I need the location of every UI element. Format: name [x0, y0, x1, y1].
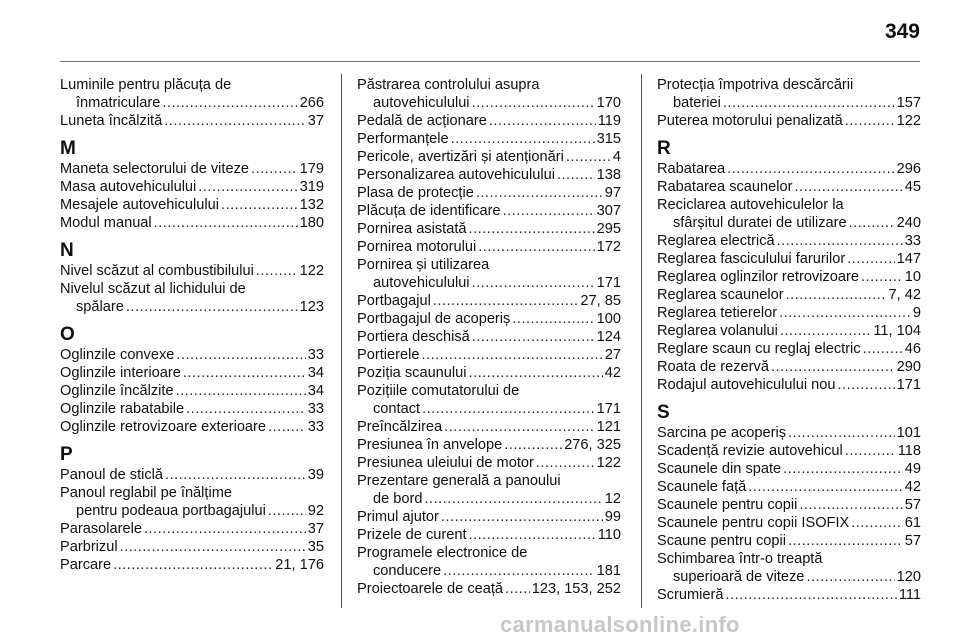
index-entry: Pozițiile comutatorului de — [357, 383, 520, 399]
index-entry: sfârșitul duratei de utilizare ..... 240 — [657, 214, 921, 232]
index-entry: bateriei ..... 157 — [657, 94, 921, 112]
index-column-3 — [657, 76, 921, 604]
index-entry: Reglarea tetierelor ..... 9 — [657, 304, 921, 322]
index-entry: Roata de rezervă ..... 290 — [657, 358, 921, 376]
index-entry: Programele electronice de — [357, 545, 528, 561]
index-entry: Scaunele pentru copii ISOFIX ..... 61 — [657, 514, 921, 532]
index-entry: Oglinzile retrovizoare exterioare ..... 33 — [60, 418, 324, 436]
index-entry: Plasa de protecție ..... 97 — [357, 184, 621, 202]
section-letter-m: M — [60, 138, 76, 159]
column-divider-1 — [341, 74, 342, 608]
index-entry: Primul ajutor ..... 99 — [357, 508, 621, 526]
index-entry: Personalizarea autovehiculului ..... 138 — [357, 166, 621, 184]
section-letter-s: S — [657, 402, 670, 423]
index-entry: pentru podeaua portbagajului ..... 92 — [60, 502, 324, 520]
index-entry: Păstrarea controlului asupra — [357, 77, 540, 93]
index-entry: Scaunele pentru copii ..... 57 — [657, 496, 921, 514]
index-entry: Reglarea scaunelor ..... 7, 42 — [657, 286, 921, 304]
index-entry: Panoul de sticlă ..... 39 — [60, 466, 324, 484]
index-entry: Pornirea motorului ..... 172 — [357, 238, 621, 256]
index-entry: Pedală de acționare ..... 119 — [357, 112, 621, 130]
index-entry: Mesajele autovehiculului ..... 132 — [60, 196, 324, 214]
column-divider-2 — [641, 74, 642, 608]
index-entry: Oglinzile încălzite ..... 34 — [60, 382, 324, 400]
index-entry: Luneta încălzită ..... 37 — [60, 112, 324, 130]
index-entry: Puterea motorului penalizată ..... 122 — [657, 112, 921, 130]
index-entry: Poziția scaunului ..... 42 — [357, 364, 621, 382]
index-entry: superioară de viteze ..... 120 — [657, 568, 921, 586]
index-entry: Rabatarea scaunelor ..... 45 — [657, 178, 921, 196]
section-letter-p: P — [60, 444, 73, 465]
index-entry: Nivel scăzut al combustibilului ..... 122 — [60, 262, 324, 280]
watermark-text: carmanualsonline.info — [500, 612, 740, 637]
index-entry: Scrumieră ..... 111 — [657, 586, 921, 604]
index-entry: Oglinzile convexe ..... 33 — [60, 346, 324, 364]
index-column-2 — [357, 76, 621, 598]
index-entry: Portierele ..... 27 — [357, 346, 621, 364]
index-entry: autovehiculului ..... 170 — [357, 94, 621, 112]
index-entry: Prizele de curent ..... 110 — [357, 526, 621, 544]
index-entry: Oglinzile rabatabile ..... 33 — [60, 400, 324, 418]
index-entry: Luminile pentru plăcuța de — [60, 77, 232, 93]
index-entry: Reglare scaun cu reglaj electric ..... 46 — [657, 340, 921, 358]
index-entry: autovehiculului ..... 171 — [357, 274, 621, 292]
index-entry: Schimbarea într-o treaptă — [657, 551, 823, 567]
index-entry: Rodajul autovehiculului nou ..... 171 — [657, 376, 921, 394]
index-entry: Performanțele ..... 315 — [357, 130, 621, 148]
section-letter-o: O — [60, 324, 75, 345]
index-entry: Presiunea uleiului de motor ..... 122 — [357, 454, 621, 472]
index-entry: Parbrizul ..... 35 — [60, 538, 324, 556]
index-entry: înmatriculare ..... 266 — [60, 94, 324, 112]
index-entry: Parasolarele ..... 37 — [60, 520, 324, 538]
index-entry: Modul manual ..... 180 — [60, 214, 324, 232]
index-entry: Portbagajul de acoperiș ..... 100 — [357, 310, 621, 328]
index-entry: Panoul reglabil pe înălțime — [60, 485, 232, 501]
index-entry: Maneta selectorului de viteze ..... 179 — [60, 160, 324, 178]
index-entry: Pericole, avertizări și atenționări ..... 4 — [357, 148, 621, 166]
index-entry: Parcare ..... 21, 176 — [60, 556, 324, 574]
index-entry: Masa autovehiculului ..... 319 — [60, 178, 324, 196]
index-entry: Reglarea fasciculului farurilor ..... 147 — [657, 250, 921, 268]
index-entry: Protecția împotriva descărcării — [657, 77, 854, 93]
index-entry: Scadență revizie autovehicul ..... 118 — [657, 442, 921, 460]
index-entry: Scaunele din spate ..... 49 — [657, 460, 921, 478]
header-rule — [60, 61, 920, 62]
section-letter-n: N — [60, 240, 74, 261]
index-entry: Reglarea oglinzilor retrovizoare ..... 10 — [657, 268, 921, 286]
index-entry: Scaunele față ..... 42 — [657, 478, 921, 496]
index-entry: Reciclarea autovehiculelor la — [657, 197, 844, 213]
index-column-1 — [60, 76, 324, 574]
index-entry: conducere ..... 181 — [357, 562, 621, 580]
index-entry: Rabatarea ..... 296 — [657, 160, 921, 178]
index-entry: Pornirea și utilizarea — [357, 257, 490, 273]
page-number: 349 — [884, 20, 920, 43]
index-entry: Scaune pentru copii ..... 57 — [657, 532, 921, 550]
index-entry: Reglarea electrică ..... 33 — [657, 232, 921, 250]
index-entry: Preîncălzirea ..... 121 — [357, 418, 621, 436]
index-entry: Plăcuța de identificare ..... 307 — [357, 202, 621, 220]
index-entry: de bord ..... 12 — [357, 490, 621, 508]
section-letter-r: R — [657, 138, 671, 159]
index-entry: Reglarea volanului ..... 11, 104 — [657, 322, 921, 340]
index-entry: Sarcina pe acoperiș ..... 101 — [657, 424, 921, 442]
index-entry: Pornirea asistată ..... 295 — [357, 220, 621, 238]
index-entry: Oglinzile interioare ..... 34 — [60, 364, 324, 382]
index-entry: spălare ..... 123 — [60, 298, 324, 316]
index-entry: Portbagajul ..... 27, 85 — [357, 292, 621, 310]
index-entry: Prezentare generală a panoului — [357, 473, 561, 489]
index-entry: Portiera deschisă ..... 124 — [357, 328, 621, 346]
index-entry: Proiectoarele de ceață ..... 123, 153, 252 — [357, 580, 621, 598]
index-entry: contact ..... 171 — [357, 400, 621, 418]
index-entry: Presiunea în anvelope ..... 276, 325 — [357, 436, 621, 454]
index-entry: Nivelul scăzut al lichidului de — [60, 281, 246, 297]
